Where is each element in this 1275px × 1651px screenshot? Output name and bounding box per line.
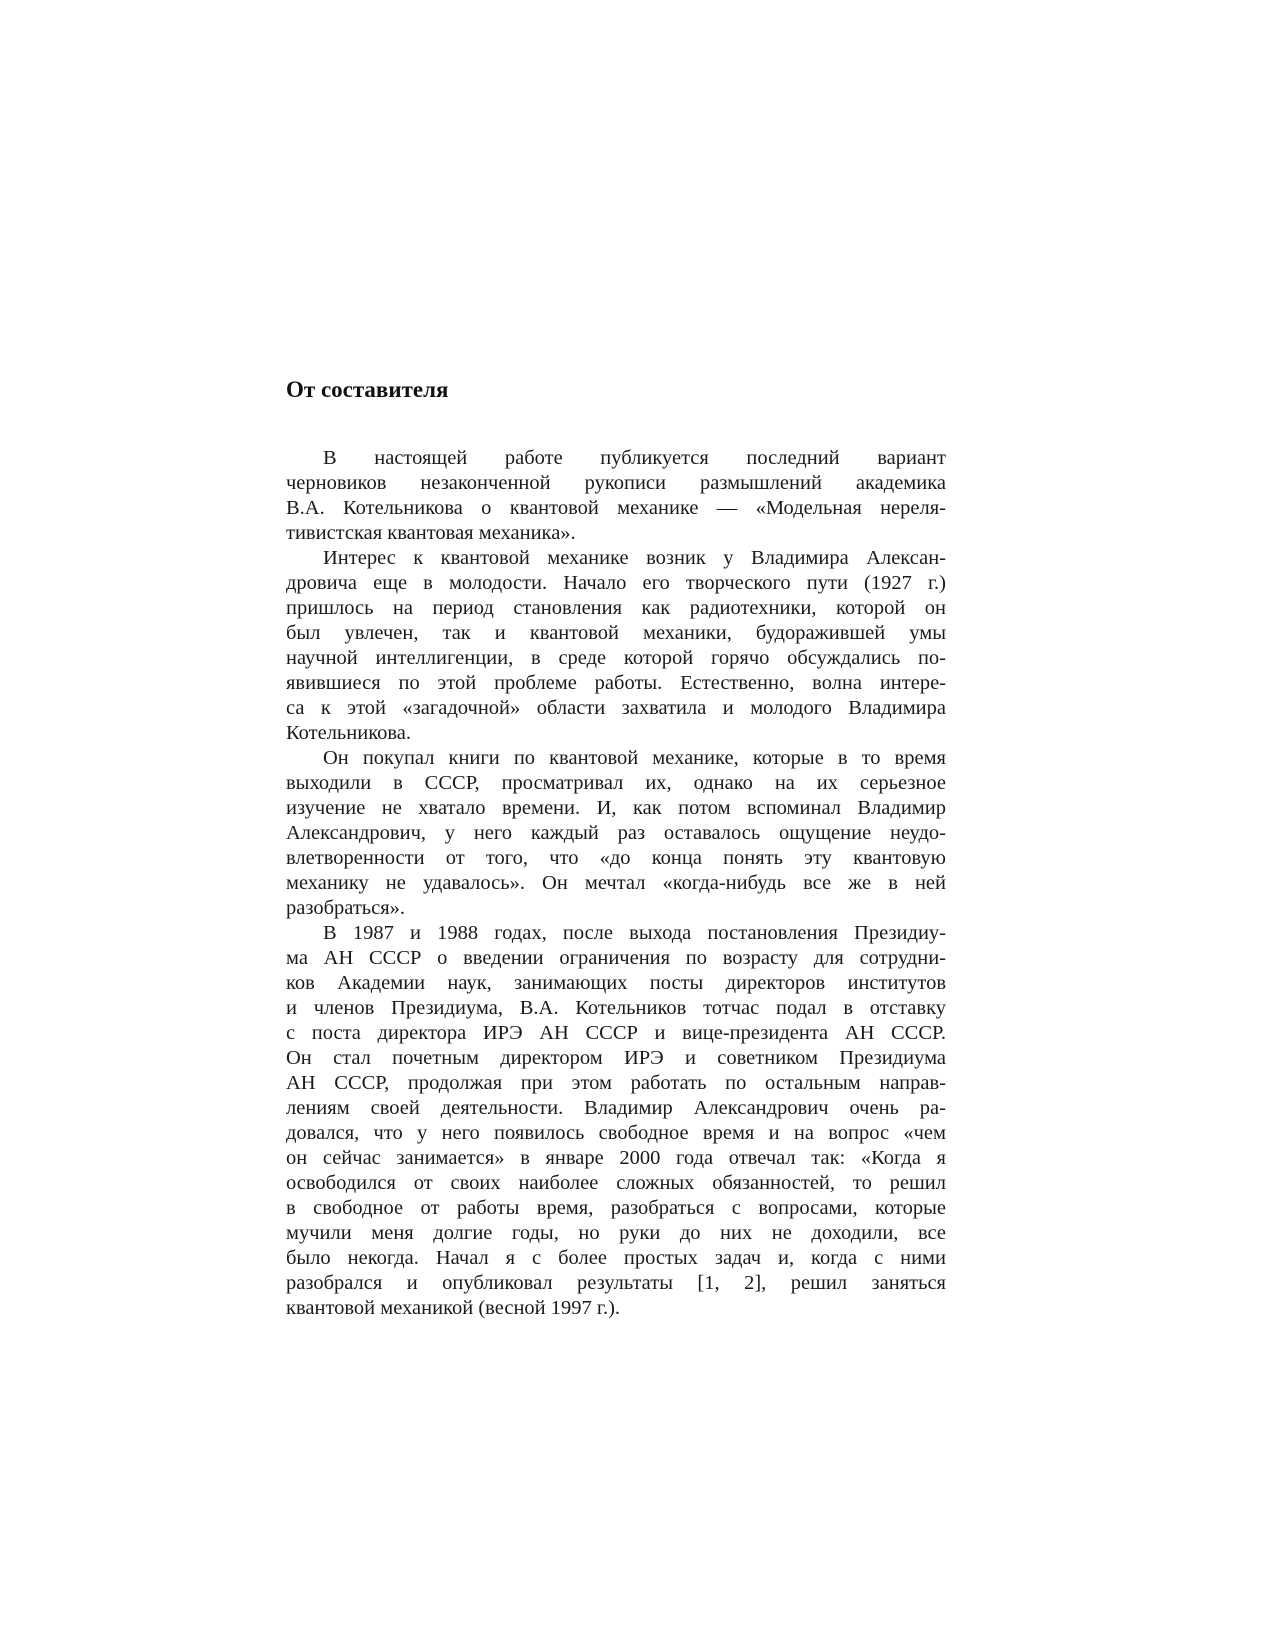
text-line: В настоящей работе публикуется последний вариант: [323, 447, 946, 469]
text-line: дровича еще в молодости. Начало его творческого пути (1927 г.): [286, 572, 946, 594]
paragraph: [286, 746, 946, 921]
text-line: было некогда. Начал я с более простых задач и, когда с ними: [286, 1247, 946, 1269]
text-line: пришлось на период становления как радиотехники, которой он: [286, 597, 946, 619]
text-line: в свободное от работы время, разобраться с вопросами, которые: [286, 1197, 946, 1219]
text-line: Интерес к квантовой механике возник у Владимира Алексан-: [323, 547, 946, 569]
text-line: ма АН СССР о введении ограничения по возрасту для сотрудни-: [286, 947, 946, 969]
text-line: Он покупал книги по квантовой механике, которые в то время: [323, 747, 946, 769]
text-line: В.А. Котельникова о квантовой механике — «Модельная нереля-: [286, 497, 946, 519]
text-line: В 1987 и 1988 годах, после выхода постановления Президиу-: [323, 922, 946, 944]
text-line: с поста директора ИРЭ АН СССР и вице-президента АН СССР.: [286, 1022, 946, 1044]
text-line: черновиков незаконченной рукописи размышлений академика: [286, 472, 946, 494]
text-line: довался, что у него появилось свободное время и на вопрос «чем: [286, 1122, 946, 1144]
text-line: был увлечен, так и квантовой механики, будоражившей умы: [286, 622, 946, 644]
text-line: мучили меня долгие годы, но руки до них не доходили, все: [286, 1222, 946, 1244]
text-line: Он стал почетным директором ИРЭ и советником Президиума: [286, 1047, 946, 1069]
text-line: Котельникова.: [286, 722, 412, 744]
paragraph: [286, 546, 946, 746]
text-line: ков Академии наук, занимающих посты директоров институтов: [286, 972, 946, 994]
text-line: квантовой механикой (весной 1997 г.).: [286, 1297, 621, 1319]
text-line: научной интеллигенции, в среде которой горячо обсуждались по-: [286, 647, 946, 669]
text-line: и членов Президиума, В.А. Котельников тотчас подал в отставку: [286, 997, 946, 1019]
text-line: лениям своей деятельности. Владимир Александрович очень ра-: [286, 1097, 946, 1119]
text-line: изучение не хватало времени. И, как потом вспоминал Владимир: [286, 797, 946, 819]
text-line: механику не удавалось». Он мечтал «когда-нибудь все же в ней: [286, 872, 946, 894]
text-line: влетворенности от того, что «до конца понять эту квантовую: [286, 847, 946, 869]
text-line: освободился от своих наиболее сложных обязанностей, то решил: [286, 1172, 946, 1194]
text-line: разобрался и опубликовал результаты [1, 2], решил заняться: [286, 1272, 946, 1294]
paragraph: [286, 446, 946, 546]
body-text: [286, 446, 946, 1321]
text-line: выходили в СССР, просматривал их, однако на их серьезное: [286, 772, 946, 794]
text-line: явившиеся по этой проблеме работы. Естественно, волна интере-: [286, 672, 946, 694]
text-line: тивистская квантовая механика».: [286, 522, 576, 544]
text-line: Александрович, у него каждый раз оставалось ощущение неудо-: [286, 822, 946, 844]
text-line: АН СССР, продолжая при этом работать по остальным направ-: [286, 1072, 946, 1094]
text-line: са к этой «загадочной» области захватила и молодого Владимира: [286, 697, 946, 719]
paragraph: [286, 921, 946, 1321]
section-heading: От составителя: [286, 377, 449, 402]
text-line: разобраться».: [286, 897, 406, 919]
text-line: он сейчас занимается» в январе 2000 года отвечал так: «Когда я: [286, 1147, 946, 1169]
